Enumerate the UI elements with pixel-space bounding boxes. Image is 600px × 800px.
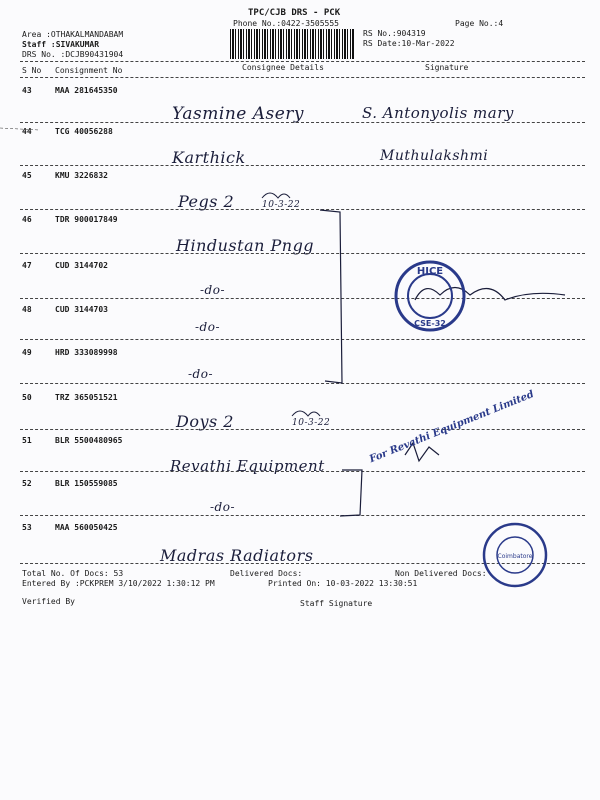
col-sno: S No [22, 66, 42, 75]
document-title: TPC/CJB DRS - PCK [248, 8, 341, 18]
entered-by: Entered By :PCKPREM 3/10/2022 1:30:12 PM [22, 579, 215, 588]
rs-date: RS Date:10-Mar-2022 [363, 39, 455, 48]
row-consignee-handwritten: Doys 2 [176, 412, 234, 431]
row-sno: 45 [22, 171, 32, 180]
row-consignment: BLR 150559085 [55, 479, 118, 488]
row-consignee-handwritten: Hindustan Pngg [176, 236, 315, 255]
drs-number: DRS No. :DCJB90431904 [22, 50, 124, 59]
col-consignment: Consignment No [55, 66, 123, 75]
hice-stamp [392, 258, 472, 338]
row-consignment: TRZ 365051521 [55, 393, 118, 402]
row-consignment: MAA 281645350 [55, 86, 118, 95]
row-consignee-handwritten: -do- [188, 367, 214, 381]
row-signature-handwritten: Muthulakshmi [380, 148, 489, 164]
page-number: Page No.:4 [455, 19, 504, 28]
row-sno: 50 [22, 393, 32, 402]
area-label: Area :OTHAKALMANDABAM [22, 30, 124, 39]
row-consignee-handwritten: Revathi Equipment [170, 457, 325, 475]
row-consignee-handwritten: -do- [195, 320, 221, 334]
non-delivered-docs: Non Delivered Docs: [395, 569, 487, 578]
row-sno: 51 [22, 436, 32, 445]
row-consignment: MAA 560050425 [55, 523, 118, 532]
rs-number: RS No.:904319 [363, 29, 426, 38]
coimbatore-stamp [480, 520, 550, 590]
row-sno: 47 [22, 261, 32, 270]
col-signature: Signature [425, 63, 469, 72]
row-consignment: CUD 3144702 [55, 261, 108, 270]
date-annotation: 10-3-22 [262, 200, 301, 210]
row-sno: 53 [22, 523, 32, 532]
row-consignment: CUD 3144703 [55, 305, 108, 314]
row-consignee-handwritten: Pegs 2 [178, 192, 235, 211]
row-sno: 43 [22, 86, 32, 95]
total-docs: Total No. Of Docs: 53 [22, 569, 124, 578]
verified-by: Verified By [22, 597, 75, 606]
row-sno: 52 [22, 479, 32, 488]
row-sno: 49 [22, 348, 32, 357]
row-consignment: HRD 333089998 [55, 348, 118, 357]
staff-signature: Staff Signature [300, 599, 373, 608]
col-consignee: Consignee Details [242, 63, 324, 72]
row-consignment: BLR 5500480965 [55, 436, 123, 445]
staff-label: Staff :SIVAKUMAR [22, 40, 100, 49]
printed-on: Printed On: 10-03-2022 13:30:51 [268, 579, 418, 588]
row-sno: 48 [22, 305, 32, 314]
coimbatore-text: Coimbatore [497, 553, 533, 560]
row-consignee-handwritten: Karthick [172, 148, 246, 167]
row-sno: 44 [22, 127, 32, 136]
revathi-stamp: For Revathi Equipment Limited [368, 388, 536, 466]
hice-stamp-bottom: CSE-32 [414, 319, 446, 328]
row-sno: 46 [22, 215, 32, 224]
row-consignee-handwritten: -do- [210, 500, 236, 514]
hice-stamp-top: HICE [416, 266, 444, 277]
phone-number: Phone No.:0422-3505555 [233, 19, 339, 28]
date-annotation: 10-3-22 [292, 418, 331, 428]
row-consignee-handwritten: Yasmine Asery [172, 104, 305, 124]
row-consignment: TCG 40056288 [55, 127, 113, 136]
delivered-docs: Delivered Docs: [230, 569, 303, 578]
row-consignee-handwritten: Madras Radiators [160, 546, 314, 565]
row-signature-handwritten: S. Antonyolis mary [362, 104, 514, 122]
row-consignment: TDR 900017849 [55, 215, 118, 224]
row-consignee-handwritten: -do- [200, 283, 226, 297]
row-consignment: KMU 3226832 [55, 171, 108, 180]
